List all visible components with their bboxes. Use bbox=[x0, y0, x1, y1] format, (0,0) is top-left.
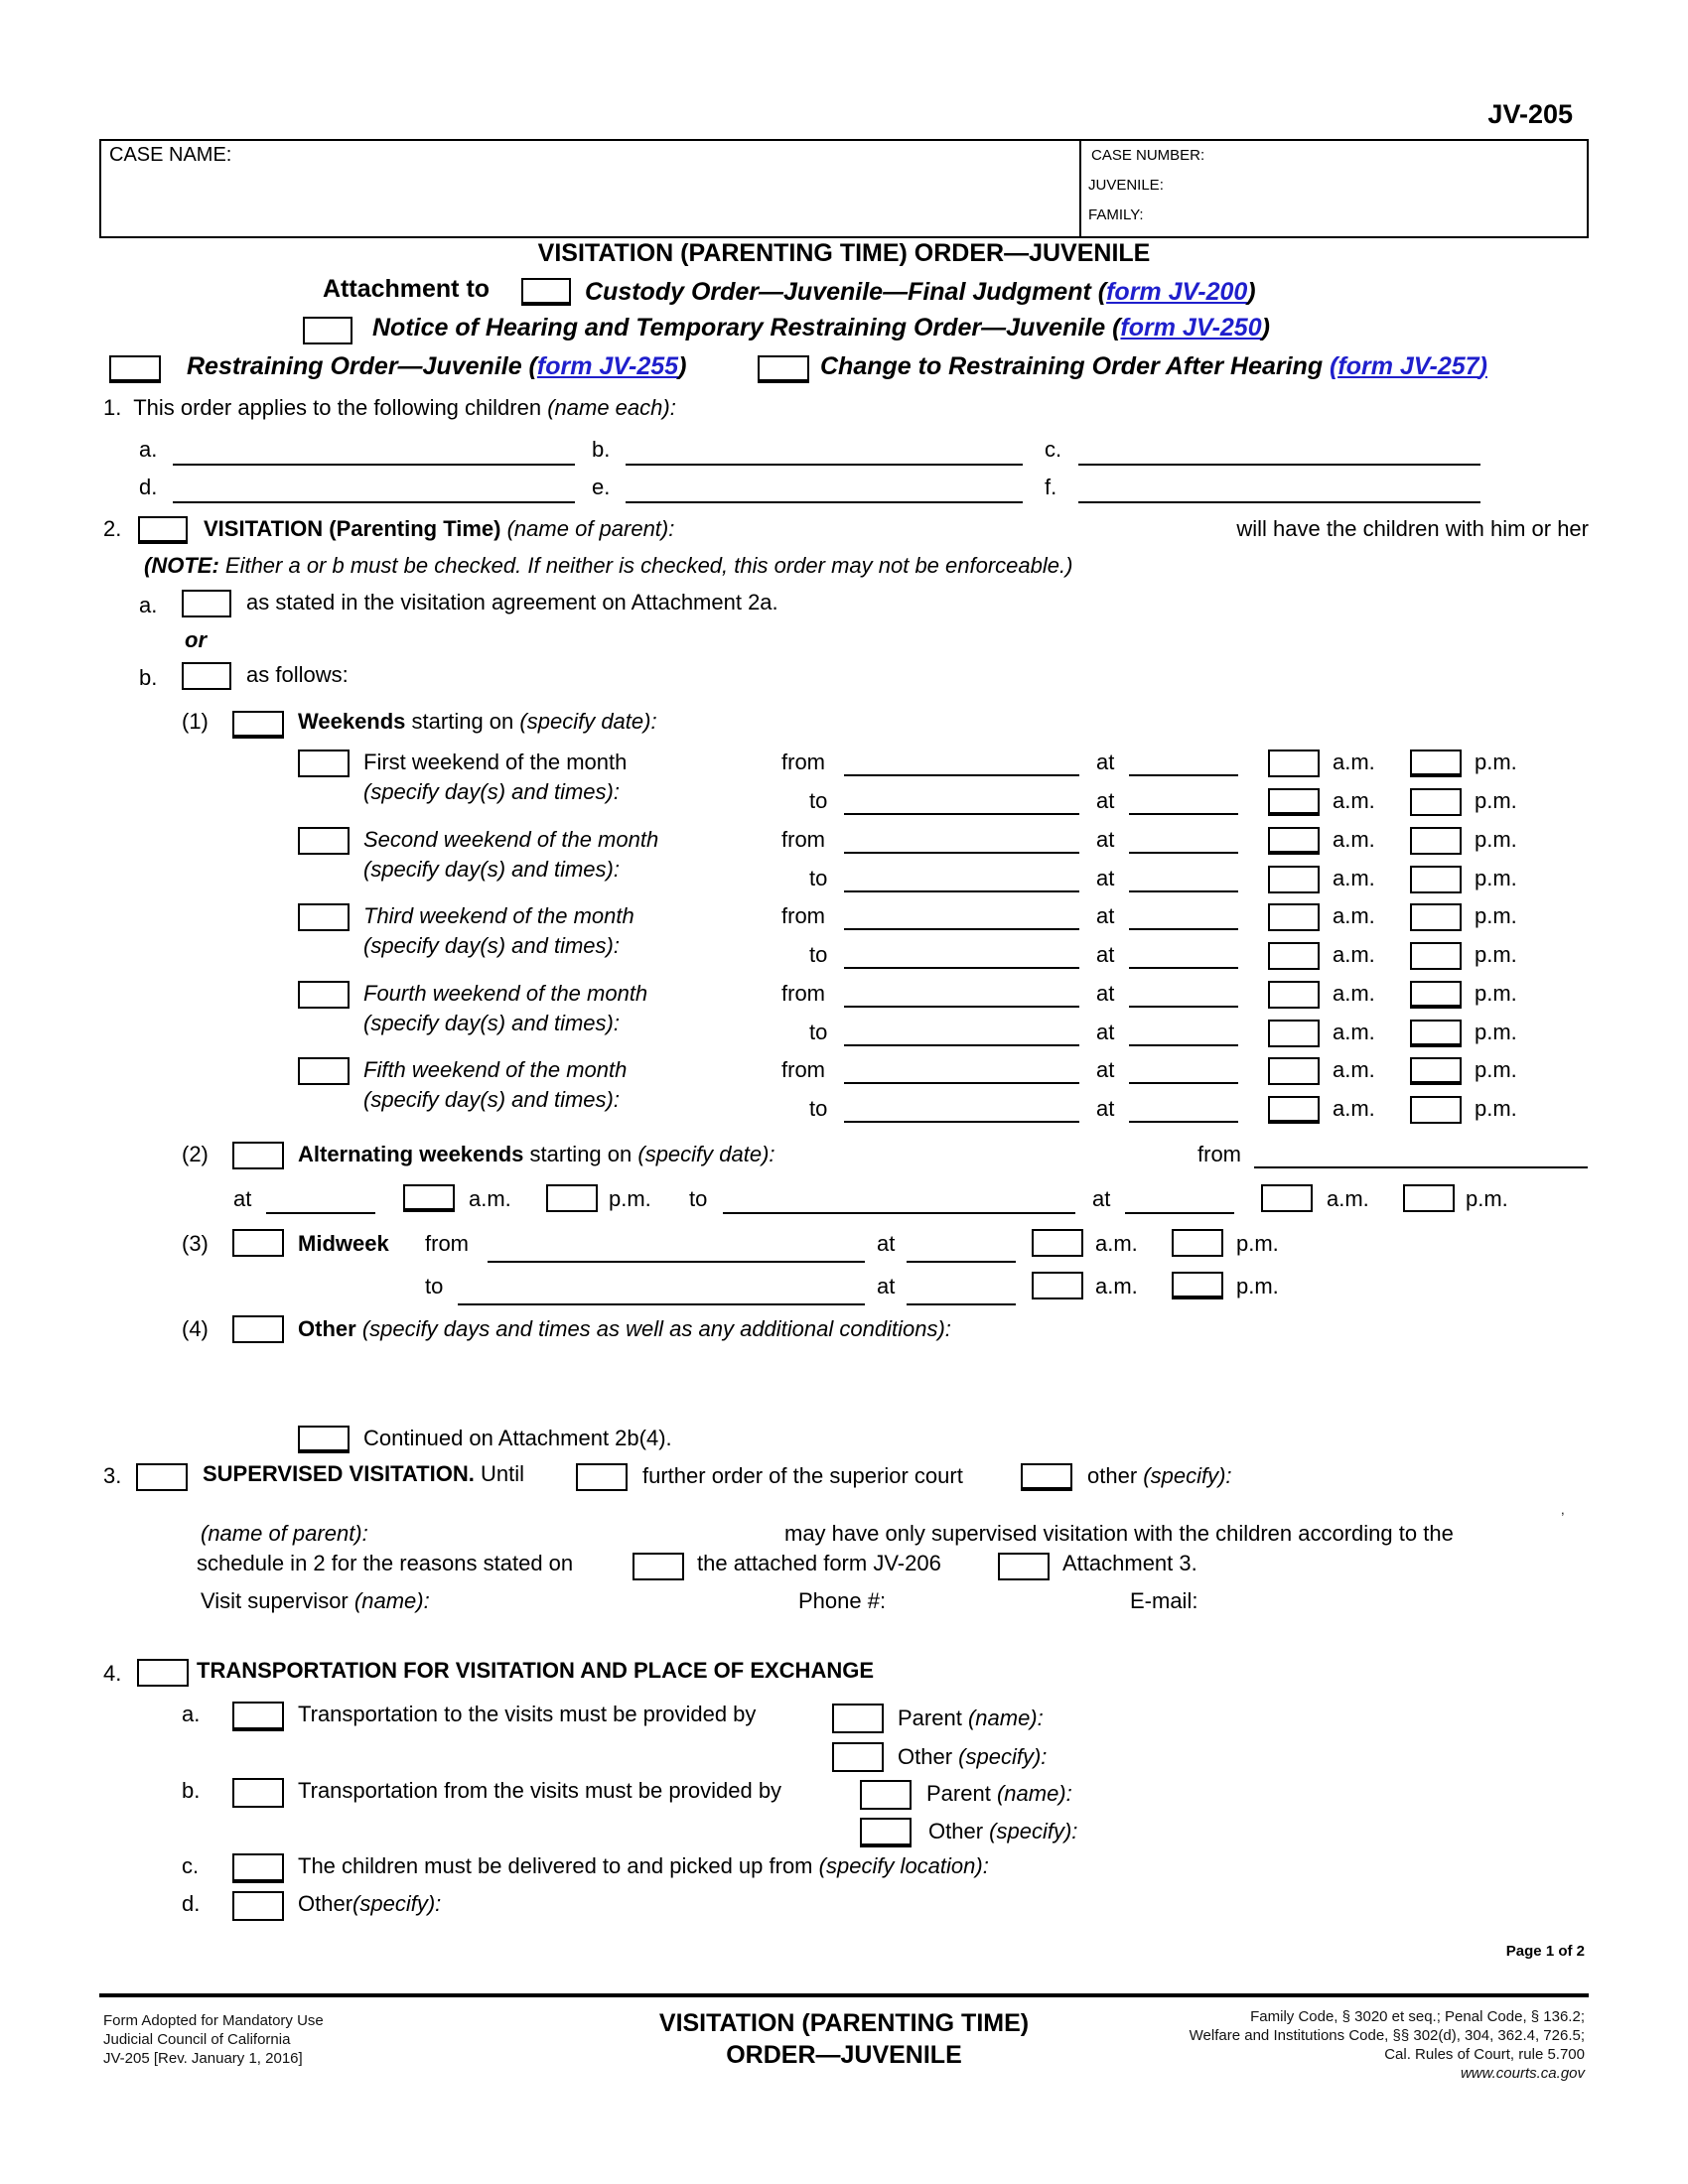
page-number: Page 1 of 2 bbox=[1505, 1943, 1585, 1960]
checkbox-4b[interactable] bbox=[232, 1778, 284, 1808]
attach-jv255-label: Restraining Order—Juvenile (form JV-255) bbox=[187, 352, 687, 380]
alternating-title: Alternating weekends starting on (specify date): bbox=[298, 1142, 775, 1166]
checkbox-weekend-1-from-pm[interactable] bbox=[1410, 750, 1462, 777]
weekend-3-from-field[interactable] bbox=[844, 928, 1079, 930]
weekends-title: Weekends starting on (specify date): bbox=[298, 709, 657, 734]
weekend-1-from-at-label: at bbox=[1096, 750, 1115, 774]
case-number-field[interactable] bbox=[1172, 144, 1579, 233]
or-label: or bbox=[185, 627, 207, 652]
alternating-from-field[interactable] bbox=[1254, 1166, 1588, 1168]
jv206-label: the attached form JV-206 bbox=[697, 1551, 941, 1575]
form-id: JV-205 bbox=[1487, 99, 1573, 129]
pm-label: p.m. bbox=[1236, 1231, 1279, 1256]
checkbox-weekend-5-from-am[interactable] bbox=[1268, 1057, 1320, 1085]
4b-parent-label: Parent (name): bbox=[926, 1781, 1072, 1806]
weekend-1-from-label: from bbox=[781, 750, 825, 774]
checkbox-attach-jv200[interactable] bbox=[521, 278, 571, 306]
weekend-2-label: Second weekend of the month bbox=[363, 827, 659, 852]
email-field[interactable] bbox=[1213, 1586, 1581, 1614]
child-a-field[interactable] bbox=[173, 464, 575, 466]
weekend-2-to-time-field[interactable] bbox=[1129, 890, 1238, 892]
alternating-to-label: to bbox=[689, 1186, 708, 1211]
weekend-3-from-label: from bbox=[781, 903, 825, 928]
am-label: a.m. bbox=[1095, 1274, 1138, 1298]
checkbox-weekends[interactable] bbox=[232, 711, 284, 739]
item4c-letter: c. bbox=[182, 1853, 200, 1878]
checkbox-midweek-from-pm[interactable] bbox=[1172, 1229, 1223, 1257]
visitation-parent-field[interactable] bbox=[556, 514, 1172, 544]
weekend-3-to-at-label: at bbox=[1096, 941, 1115, 967]
item2b-text: as follows: bbox=[246, 662, 349, 687]
attachment-lead: Attachment to bbox=[323, 275, 491, 303]
phone-field[interactable] bbox=[904, 1586, 1122, 1614]
checkbox-weekend-2-from-am[interactable] bbox=[1268, 827, 1320, 855]
pm-label: p.m. bbox=[1475, 903, 1517, 928]
checkbox-attach-jv257[interactable] bbox=[758, 355, 809, 383]
link-form-jv257[interactable]: (form JV-257) bbox=[1330, 352, 1487, 380]
checkbox-weekend-4-from-pm[interactable] bbox=[1410, 981, 1462, 1009]
weekend-2-from-field[interactable] bbox=[844, 852, 1079, 854]
item4d-text: Other(specify): bbox=[298, 1891, 442, 1916]
weekend-3-label: Third weekend of the month bbox=[363, 903, 634, 928]
weekend-5-from-label: from bbox=[781, 1057, 825, 1082]
schedule-text: schedule in 2 for the reasons stated on bbox=[197, 1551, 574, 1575]
child-c-letter: c. bbox=[1045, 437, 1062, 462]
weekend-5-to-field[interactable] bbox=[844, 1121, 1079, 1123]
weekend-5-hint: (specify day(s) and times): bbox=[363, 1087, 620, 1112]
child-f-field[interactable] bbox=[1078, 501, 1480, 503]
checkbox-alternating[interactable] bbox=[232, 1142, 284, 1169]
checkbox-attachment3[interactable] bbox=[998, 1553, 1050, 1580]
am-label: a.m. bbox=[1095, 1231, 1138, 1256]
child-d-letter: d. bbox=[139, 475, 158, 499]
item4-title: TRANSPORTATION FOR VISITATION AND PLACE OF EXCHANGE bbox=[197, 1658, 874, 1683]
alternating-to-field[interactable] bbox=[723, 1212, 1075, 1214]
other-title: Other (specify days and times as well as any additional conditions): bbox=[298, 1316, 951, 1341]
weekend-2-to-label: to bbox=[809, 865, 828, 890]
may-have-text: may have only supervised visitation with the children according to the bbox=[784, 1521, 1454, 1546]
weekend-4-from-at-label: at bbox=[1096, 981, 1115, 1006]
checkbox-other-visitation[interactable] bbox=[232, 1315, 284, 1343]
child-e-field[interactable] bbox=[626, 501, 1023, 503]
item2b-letter: b. bbox=[139, 665, 158, 690]
checkbox-midweek-to-pm[interactable] bbox=[1172, 1272, 1223, 1299]
item1-text: 1. This order applies to the following children (name each): bbox=[103, 395, 676, 420]
weekend-3-to-time-field[interactable] bbox=[1129, 967, 1238, 969]
attach-jv257-label: Change to Restraining Order After Hearing (form JV-257) bbox=[820, 352, 1487, 380]
checkbox-4a-other[interactable] bbox=[832, 1742, 884, 1772]
weekend-2-from-label: from bbox=[781, 827, 825, 852]
checkbox-2a-agreement[interactable] bbox=[182, 590, 231, 617]
weekend-1-to-time-field[interactable] bbox=[1129, 813, 1238, 815]
checkbox-visitation[interactable] bbox=[138, 516, 188, 544]
checkbox-midweek[interactable] bbox=[232, 1229, 284, 1257]
weekend-1-label: First weekend of the month bbox=[363, 750, 628, 774]
weekend-1-to-field[interactable] bbox=[844, 813, 1079, 815]
child-b-letter: b. bbox=[592, 437, 611, 462]
pm-label: p.m. bbox=[1475, 941, 1517, 967]
comma: , bbox=[1561, 1502, 1565, 1517]
midweek-num: (3) bbox=[182, 1231, 209, 1256]
item4b-letter: b. bbox=[182, 1778, 201, 1803]
further-order-label: further order of the superior court bbox=[642, 1463, 963, 1488]
family-label: FAMILY: bbox=[1088, 206, 1144, 223]
item3-title: SUPERVISED VISITATION. Until bbox=[203, 1461, 524, 1486]
link-form-jv200[interactable]: form JV-200 bbox=[1106, 278, 1248, 306]
checkbox-weekend-3-from-pm[interactable] bbox=[1410, 903, 1462, 931]
case-header-divider bbox=[1079, 139, 1081, 238]
checkbox-2b-as-follows[interactable] bbox=[182, 662, 231, 690]
checkbox-4b-other[interactable] bbox=[860, 1818, 912, 1847]
am-label: a.m. bbox=[469, 1186, 511, 1211]
checkbox-weekend-5-to-pm[interactable] bbox=[1410, 1096, 1462, 1124]
checkbox-weekend-1[interactable] bbox=[298, 750, 350, 777]
midweek-from-label: from bbox=[425, 1231, 469, 1256]
item4a-text: Transportation to the visits must be provided by bbox=[298, 1702, 757, 1726]
checkbox-jv206[interactable] bbox=[633, 1553, 684, 1580]
child-a-letter: a. bbox=[139, 437, 158, 462]
weekend-4-from-time-field[interactable] bbox=[1129, 1006, 1238, 1008]
checkbox-4a[interactable] bbox=[232, 1702, 284, 1731]
checkbox-transportation[interactable] bbox=[137, 1659, 189, 1687]
checkbox-weekend-1-to-am[interactable] bbox=[1268, 788, 1320, 816]
checkbox-alternating-am-2[interactable] bbox=[1261, 1184, 1313, 1212]
checkbox-attach-jv255[interactable] bbox=[109, 355, 161, 383]
supervised-parent-hint: (name of parent): bbox=[201, 1521, 368, 1546]
item2a-text: as stated in the visitation agreement on Attachment 2a. bbox=[246, 590, 778, 614]
weekend-4-to-label: to bbox=[809, 1019, 828, 1044]
4b-other-label: Other (specify): bbox=[928, 1819, 1078, 1843]
child-b-field[interactable] bbox=[626, 464, 1023, 466]
midweek-to-field[interactable] bbox=[458, 1303, 865, 1305]
checkbox-weekend-3-to-am[interactable] bbox=[1268, 942, 1320, 970]
weekend-3-from-at-label: at bbox=[1096, 903, 1115, 928]
am-label: a.m. bbox=[1333, 1095, 1375, 1121]
weekend-1-hint: (specify day(s) and times): bbox=[363, 779, 620, 804]
checkbox-weekend-1-to-pm[interactable] bbox=[1410, 788, 1462, 816]
am-label: a.m. bbox=[1333, 1057, 1375, 1082]
weekend-3-to-field[interactable] bbox=[844, 967, 1079, 969]
checkbox-weekend-5[interactable] bbox=[298, 1057, 350, 1085]
checkbox-4a-parent[interactable] bbox=[832, 1704, 884, 1733]
am-label: a.m. bbox=[1333, 941, 1375, 967]
weekend-3-to-label: to bbox=[809, 941, 828, 967]
weekend-4-to-field[interactable] bbox=[844, 1044, 1079, 1046]
footer-title: VISITATION (PARENTING TIME) ORDER—JUVENILE bbox=[658, 2009, 1030, 2069]
page-title: VISITATION (PARENTING TIME) ORDER—JUVENILE bbox=[537, 239, 1151, 267]
midweek-at-field-2[interactable] bbox=[907, 1303, 1016, 1305]
am-label: a.m. bbox=[1333, 750, 1375, 774]
weekend-4-hint: (specify day(s) and times): bbox=[363, 1011, 620, 1035]
weekend-4-to-time-field[interactable] bbox=[1129, 1044, 1238, 1046]
weekend-2-to-field[interactable] bbox=[844, 890, 1079, 892]
continued-2b4-label: Continued on Attachment 2b(4). bbox=[363, 1426, 672, 1450]
other-visitation-field[interactable] bbox=[298, 1348, 1579, 1423]
weekend-5-from-time-field[interactable] bbox=[1129, 1082, 1238, 1084]
checkbox-further-order[interactable] bbox=[576, 1463, 628, 1491]
attach-jv200-label: Custody Order—Juvenile—Final Judgment (form JV-200) bbox=[585, 278, 1256, 306]
checkbox-alternating-pm-1[interactable] bbox=[546, 1184, 598, 1212]
attachment3-label: Attachment 3. bbox=[1062, 1551, 1197, 1575]
weekend-5-from-field[interactable] bbox=[844, 1082, 1079, 1084]
weekend-4-from-label: from bbox=[781, 981, 825, 1006]
weekend-3-hint: (specify day(s) and times): bbox=[363, 933, 620, 958]
alternating-at-field-1[interactable] bbox=[266, 1212, 375, 1214]
checkbox-weekend-5-from-pm[interactable] bbox=[1410, 1057, 1462, 1085]
midweek-title: Midweek bbox=[298, 1231, 389, 1256]
checkbox-weekend-3-from-am[interactable] bbox=[1268, 903, 1320, 931]
item4c-text: The children must be delivered to and picked up from (specify location): bbox=[298, 1853, 989, 1878]
midweek-at-label-2: at bbox=[877, 1274, 896, 1298]
pm-label: p.m. bbox=[1475, 750, 1517, 774]
pm-label: p.m. bbox=[1466, 1186, 1508, 1211]
email-label: E-mail: bbox=[1130, 1588, 1198, 1613]
checkbox-supervised-other[interactable] bbox=[1021, 1463, 1072, 1491]
item2-title: VISITATION (Parenting Time) (name of parent): bbox=[204, 516, 675, 541]
weekend-2-to-at-label: at bbox=[1096, 865, 1115, 890]
checkbox-4d[interactable] bbox=[232, 1891, 284, 1921]
pm-label: p.m. bbox=[1475, 981, 1517, 1006]
footer-left: Form Adopted for Mandatory Use Judicial Council of California JV-205 [Rev. January 1, 2016] bbox=[103, 2012, 324, 2067]
checkbox-weekend-3-to-pm[interactable] bbox=[1410, 942, 1462, 970]
am-label: a.m. bbox=[1327, 1186, 1369, 1211]
checkbox-supervised[interactable] bbox=[136, 1463, 188, 1491]
link-form-jv250[interactable]: form JV-250 bbox=[1120, 314, 1262, 341]
case-name-label: CASE NAME: bbox=[109, 144, 232, 166]
checkbox-continued-2b4[interactable] bbox=[298, 1426, 350, 1453]
item2-tail: will have the children with him or her bbox=[1236, 516, 1589, 541]
weekend-3-from-time-field[interactable] bbox=[1129, 928, 1238, 930]
item2a-letter: a. bbox=[139, 593, 158, 617]
alternating-at-field-2[interactable] bbox=[1125, 1212, 1234, 1214]
weekend-2-from-time-field[interactable] bbox=[1129, 852, 1238, 854]
supervised-other-label: other (specify): bbox=[1087, 1463, 1232, 1488]
case-number-label: CASE NUMBER: bbox=[1091, 147, 1205, 164]
item3-number: 3. bbox=[103, 1463, 122, 1488]
weekend-1-from-field[interactable] bbox=[844, 774, 1079, 776]
weekend-5-to-at-label: at bbox=[1096, 1095, 1115, 1121]
midweek-to-label: to bbox=[425, 1274, 444, 1298]
checkbox-4c[interactable] bbox=[232, 1853, 284, 1883]
weekend-5-from-at-label: at bbox=[1096, 1057, 1115, 1082]
item4-number: 4. bbox=[103, 1661, 122, 1686]
weekend-2-hint: (specify day(s) and times): bbox=[363, 857, 620, 882]
am-label: a.m. bbox=[1333, 787, 1375, 813]
item4b-text: Transportation from the visits must be provided by bbox=[298, 1778, 782, 1803]
checkbox-weekend-2-from-pm[interactable] bbox=[1410, 827, 1462, 855]
am-label: a.m. bbox=[1333, 827, 1375, 852]
weekend-4-to-at-label: at bbox=[1096, 1019, 1115, 1044]
checkbox-weekend-2[interactable] bbox=[298, 827, 350, 855]
pm-label: p.m. bbox=[609, 1186, 651, 1211]
child-c-field[interactable] bbox=[1078, 464, 1480, 466]
alternating-at-label-2: at bbox=[1092, 1186, 1111, 1211]
checkbox-midweek-from-am[interactable] bbox=[1032, 1229, 1083, 1257]
checkbox-weekend-4-to-pm[interactable] bbox=[1410, 1020, 1462, 1047]
checkbox-weekend-3[interactable] bbox=[298, 903, 350, 931]
child-e-letter: e. bbox=[592, 475, 611, 499]
supervised-parent-field[interactable] bbox=[397, 1519, 774, 1547]
4a-other-label: Other (specify): bbox=[898, 1744, 1048, 1769]
pm-label: p.m. bbox=[1475, 1095, 1517, 1121]
midweek-from-field[interactable] bbox=[488, 1261, 865, 1263]
checkbox-attach-jv250[interactable] bbox=[303, 317, 352, 344]
footer-right: Family Code, § 3020 et seq.; Penal Code, § 136.2; Welfare and Institutions Code, §§ 302(d), 304, 362.4, 726.5; Cal. Rules of Court, rule 5.700 www.courts.ca.gov bbox=[1189, 2008, 1585, 2082]
checkbox-weekend-4[interactable] bbox=[298, 981, 350, 1009]
weekend-5-label: Fifth weekend of the month bbox=[363, 1057, 628, 1082]
pm-label: p.m. bbox=[1236, 1274, 1279, 1298]
checkbox-weekend-4-from-am[interactable] bbox=[1268, 981, 1320, 1009]
weekend-4-from-field[interactable] bbox=[844, 1006, 1079, 1008]
checkbox-weekend-5-to-am[interactable] bbox=[1268, 1096, 1320, 1124]
weekend-1-from-time-field[interactable] bbox=[1129, 774, 1238, 776]
case-name-field[interactable] bbox=[109, 171, 1072, 232]
checkbox-weekend-2-to-pm[interactable] bbox=[1410, 866, 1462, 893]
weekends-date-field[interactable] bbox=[556, 707, 1053, 737]
weekend-1-to-at-label: at bbox=[1096, 787, 1115, 813]
pm-label: p.m. bbox=[1475, 865, 1517, 890]
weekend-4-label: Fourth weekend of the month bbox=[363, 981, 648, 1006]
checkbox-alternating-pm-2[interactable] bbox=[1403, 1184, 1455, 1212]
visit-supervisor-field[interactable] bbox=[467, 1586, 784, 1614]
weekend-2-from-at-label: at bbox=[1096, 827, 1115, 852]
link-form-jv255[interactable]: form JV-255 bbox=[536, 352, 679, 380]
checkbox-4b-parent[interactable] bbox=[860, 1780, 912, 1810]
pm-label: p.m. bbox=[1475, 1057, 1517, 1082]
weekend-5-to-label: to bbox=[809, 1095, 828, 1121]
item2-number: 2. bbox=[103, 516, 122, 541]
item2-note: (NOTE: Either a or b must be checked. If neither is checked, this order may not be enforceable.) bbox=[144, 553, 1073, 578]
checkbox-weekend-2-to-am[interactable] bbox=[1268, 866, 1320, 893]
weekend-5-to-time-field[interactable] bbox=[1129, 1121, 1238, 1123]
other-num: (4) bbox=[182, 1316, 209, 1341]
item4d-letter: d. bbox=[182, 1891, 201, 1916]
attach-jv250-label: Notice of Hearing and Temporary Restraining Order—Juvenile (form JV-250) bbox=[372, 314, 1270, 341]
courts-website[interactable]: www.courts.ca.gov bbox=[1460, 2065, 1585, 2082]
alternating-num: (2) bbox=[182, 1142, 209, 1166]
am-label: a.m. bbox=[1333, 903, 1375, 928]
checkbox-weekend-4-to-am[interactable] bbox=[1268, 1020, 1320, 1047]
juvenile-label: JUVENILE: bbox=[1088, 177, 1164, 194]
footer-rule bbox=[99, 1993, 1589, 1997]
weekend-1-to-label: to bbox=[809, 787, 828, 813]
child-f-letter: f. bbox=[1045, 475, 1057, 499]
alternating-from-label: from bbox=[1197, 1142, 1241, 1166]
checkbox-alternating-am-1[interactable] bbox=[403, 1184, 455, 1212]
pm-label: p.m. bbox=[1475, 827, 1517, 852]
am-label: a.m. bbox=[1333, 981, 1375, 1006]
midweek-at-field-1[interactable] bbox=[907, 1261, 1016, 1263]
am-label: a.m. bbox=[1333, 1019, 1375, 1044]
am-label: a.m. bbox=[1333, 865, 1375, 890]
child-d-field[interactable] bbox=[173, 501, 575, 503]
alternating-at-label: at bbox=[233, 1186, 252, 1211]
item4a-letter: a. bbox=[182, 1702, 201, 1726]
checkbox-midweek-to-am[interactable] bbox=[1032, 1272, 1083, 1299]
checkbox-weekend-1-from-am[interactable] bbox=[1268, 750, 1320, 777]
pm-label: p.m. bbox=[1475, 1019, 1517, 1044]
phone-label: Phone #: bbox=[798, 1588, 887, 1613]
pm-label: p.m. bbox=[1475, 787, 1517, 813]
midweek-at-label-1: at bbox=[877, 1231, 896, 1256]
visit-supervisor-label: Visit supervisor (name): bbox=[201, 1588, 430, 1613]
weekends-num: (1) bbox=[182, 709, 209, 734]
4a-parent-label: Parent (name): bbox=[898, 1706, 1044, 1730]
